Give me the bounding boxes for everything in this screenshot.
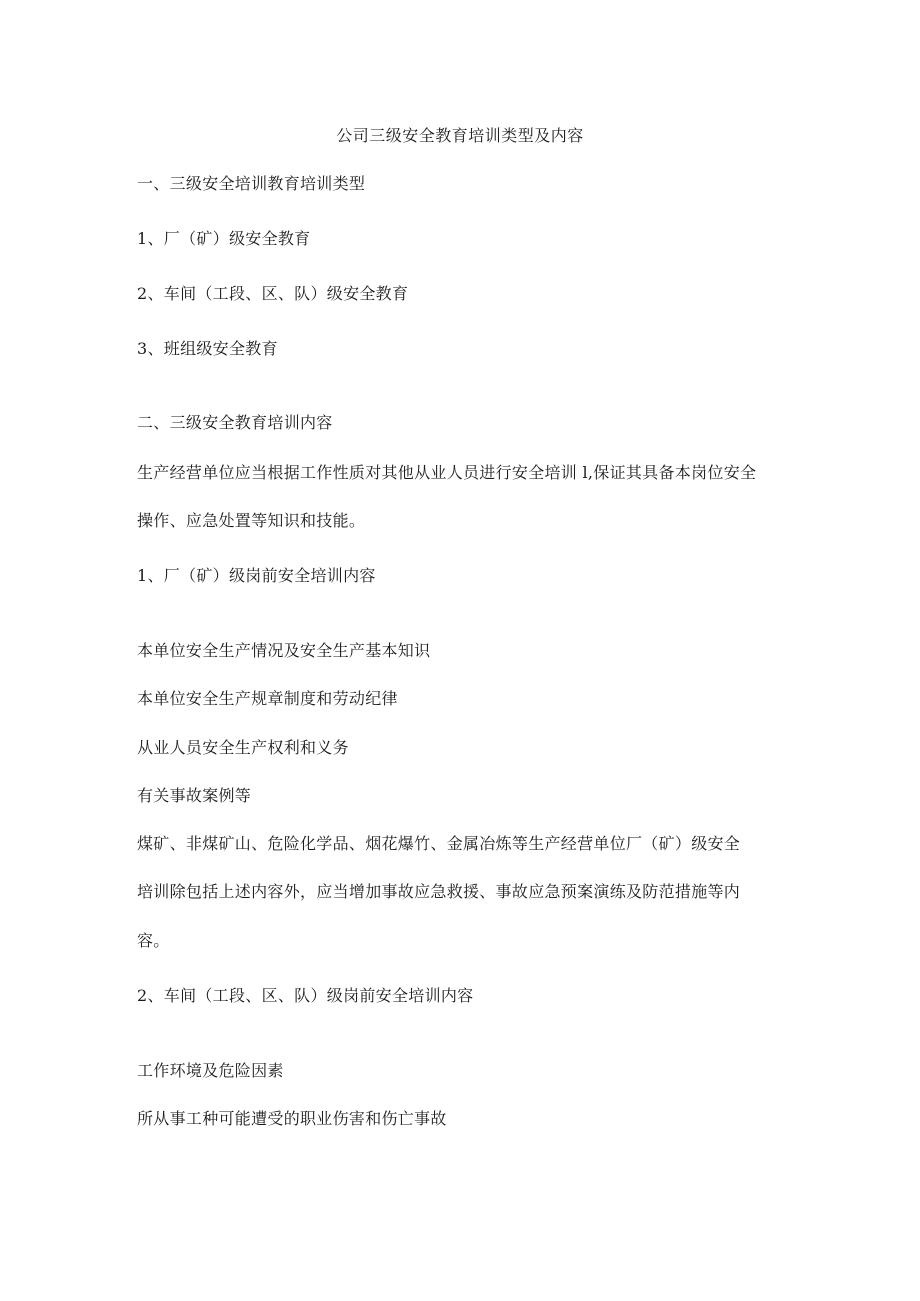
sub1-item-4: 有关事故案例等: [137, 786, 252, 805]
section2-heading: 二、三级安全教育培训内容: [137, 413, 333, 432]
sub1-note-line2: 培训除包括上述内容外，应当增加事故应急救援、事故应急预案演练及防范措施等内: [137, 882, 741, 901]
sub2-item-2: 所从事工种可能遭受的职业伤害和伤亡事故: [137, 1109, 447, 1128]
section1-item-3: 3、班组级安全教育: [137, 339, 278, 358]
sub1-note-line3: 容。: [137, 931, 170, 950]
sub2-item-1: 工作环境及危险因素: [137, 1061, 284, 1080]
document-title: 公司三级安全教育培训类型及内容: [336, 126, 584, 145]
sub2-heading: 2、车间（工段、区、队）级岗前安全培训内容: [137, 986, 474, 1005]
section1-item-1: 1、厂（矿）级安全教育: [137, 229, 311, 248]
sub1-item-1: 本单位安全生产情况及安全生产基本知识: [137, 641, 431, 660]
section2-intro-line2: 操作、应急处置等知识和技能。: [137, 511, 366, 530]
section2-intro-line1: 生产经营单位应当根据工作性质对其他从业人员进行安全培训 l,保证其具备本岗位安全: [137, 463, 757, 482]
sub1-note-line1: 煤矿、非煤矿山、危险化学品、烟花爆竹、金属冶炼等生产经营单位厂（矿）级安全: [137, 834, 741, 853]
sub1-heading: 1、厂（矿）级岗前安全培训内容: [137, 566, 376, 585]
section1-heading: 一、三级安全培训教育培训类型: [137, 174, 366, 193]
section1-item-2: 2、车间（工段、区、队）级安全教育: [137, 284, 409, 303]
sub1-item-2: 本单位安全生产规章制度和劳动纪律: [137, 689, 398, 708]
sub1-item-3: 从业人员安全生产权利和义务: [137, 738, 349, 757]
